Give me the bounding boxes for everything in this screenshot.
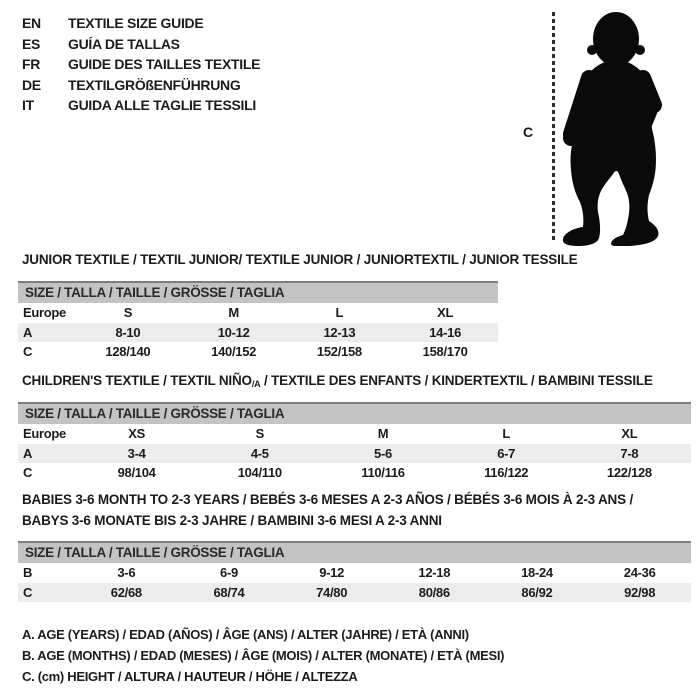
height-value: 80/86 — [383, 583, 486, 603]
height-value: 92/98 — [588, 583, 691, 603]
age-value: 8-10 — [75, 323, 181, 343]
section-title-junior: JUNIOR TEXTILE / TEXTIL JUNIOR/ TEXTILE JUNIOR / JUNIORTEXTIL / JUNIOR TESSILE — [22, 252, 578, 267]
language-code: IT — [22, 97, 34, 113]
months-value: 9-12 — [319, 565, 345, 581]
height-measure-dotted-line — [552, 12, 555, 242]
size-value: S — [255, 426, 264, 442]
height-value: 98/104 — [117, 465, 156, 481]
size-value: XL — [437, 305, 454, 321]
height-value: 86/92 — [486, 583, 589, 603]
title-subscript: /A — [251, 379, 261, 389]
age-value: 4-5 — [198, 444, 321, 464]
height-value: 74/80 — [280, 583, 383, 603]
row-label: Europe — [23, 305, 66, 321]
language-row — [22, 34, 260, 55]
row-label: Europe — [23, 426, 66, 442]
months-value: 3-6 — [117, 565, 136, 581]
language-code: ES — [22, 35, 41, 52]
language-row — [22, 75, 260, 96]
language-code: EN — [22, 15, 41, 31]
height-value: 62/68 — [75, 583, 178, 603]
babies-size-table — [18, 541, 691, 602]
months-value: 18-24 — [521, 565, 553, 581]
table-row-height — [18, 463, 691, 483]
language-list — [22, 13, 260, 116]
footnotes — [22, 624, 504, 687]
table-row-height — [18, 342, 498, 362]
row-label: A — [18, 444, 75, 464]
baby-silhouette-icon — [556, 8, 696, 246]
size-value: XS — [128, 426, 145, 442]
junior-size-table — [18, 281, 498, 362]
height-value: 158/170 — [422, 344, 468, 360]
language-label: GUÍA DE TALLAS — [68, 35, 180, 52]
size-value: L — [335, 305, 344, 321]
table-row-age — [18, 323, 498, 343]
age-value: 5-6 — [321, 444, 444, 464]
size-value: M — [228, 305, 239, 321]
size-value: M — [377, 426, 389, 442]
language-label: GUIDE DES TAILLES TEXTILE — [68, 56, 261, 72]
table-row-months — [18, 563, 691, 583]
row-label: B — [23, 565, 33, 581]
section-title-babies-line2: BABYS 3-6 MONATE BIS 2-3 JAHRE / BAMBINI 3-6 MESI A 2-3 ANNI — [22, 513, 442, 528]
row-label: C — [23, 465, 33, 481]
footnote-c: C. (cm) HEIGHT / ALTURA / HAUTEUR / HÖHE / ALTEZZA — [22, 669, 358, 684]
language-label: TEXTILE SIZE GUIDE — [68, 15, 204, 31]
row-label: C — [18, 583, 75, 603]
months-value: 24-36 — [623, 565, 656, 581]
language-label: TEXTILGRÖßENFÜHRUNG — [68, 76, 241, 93]
title-text: / TEXTILE DES ENFANTS / KINDERTEXTIL / BAMBINI TESSILE — [260, 373, 653, 388]
size-header-bar: SIZE / TALLA / TAILLE / GRÖSSE / TAGLIA — [18, 541, 691, 563]
height-value: 116/122 — [484, 465, 529, 481]
age-value: 12-13 — [287, 323, 393, 343]
months-value: 12-18 — [418, 565, 451, 581]
row-label: C — [23, 344, 33, 360]
children-size-table — [18, 402, 691, 483]
table-row-europe — [18, 424, 691, 444]
size-value: L — [502, 426, 510, 442]
age-value: 14-16 — [392, 323, 498, 343]
table-row-age — [18, 444, 691, 464]
language-code: FR — [22, 56, 41, 72]
language-row — [22, 13, 260, 34]
height-value: 68/74 — [178, 583, 281, 603]
height-value: 104/110 — [237, 465, 282, 481]
language-row — [22, 95, 260, 116]
language-label: GUIDA ALLE TAGLIE TESSILI — [68, 97, 256, 113]
height-value: 122/128 — [606, 465, 652, 481]
size-value: S — [123, 305, 133, 321]
table-row-europe — [18, 303, 498, 323]
height-value: 152/158 — [316, 344, 362, 360]
size-header-bar: SIZE / TALLA / TAILLE / GRÖSSE / TAGLIA — [18, 402, 691, 424]
row-label: A — [18, 323, 75, 343]
footnote-a: A. AGE (YEARS) / EDAD (AÑOS) / ÂGE (ANS) / ALTER (JAHRE) / ETÀ (ANNI) — [22, 627, 469, 642]
size-value: XL — [621, 426, 638, 442]
height-measure-label: C — [523, 124, 533, 140]
age-value: 10-12 — [181, 323, 287, 343]
age-value: 6-7 — [445, 444, 568, 464]
height-value: 110/116 — [361, 465, 405, 481]
height-value: 140/152 — [211, 344, 257, 360]
language-code: DE — [22, 76, 41, 93]
height-value: 128/140 — [105, 344, 151, 360]
age-value: 3-4 — [75, 444, 198, 464]
footnote-b: B. AGE (MONTHS) / EDAD (MESES) / ÂGE (MOIS) / ALTER (MONATE) / ETÀ (MESI) — [22, 648, 505, 663]
title-text: CHILDREN'S TEXTILE / TEXTIL NIÑO — [22, 373, 252, 388]
language-row — [22, 54, 260, 75]
section-title-babies-line1: BABIES 3-6 MONTH TO 2-3 YEARS / BEBÉS 3-6 MESES A 2-3 AÑOS / BÉBÉS 3-6 MOIS À 2-3 ANS / — [22, 492, 633, 507]
size-header-bar: SIZE / TALLA / TAILLE / GRÖSSE / TAGLIA — [18, 281, 498, 303]
months-value: 6-9 — [220, 565, 238, 581]
table-row-height — [18, 583, 691, 603]
age-value: 7-8 — [568, 444, 691, 464]
section-title-children — [22, 373, 653, 389]
